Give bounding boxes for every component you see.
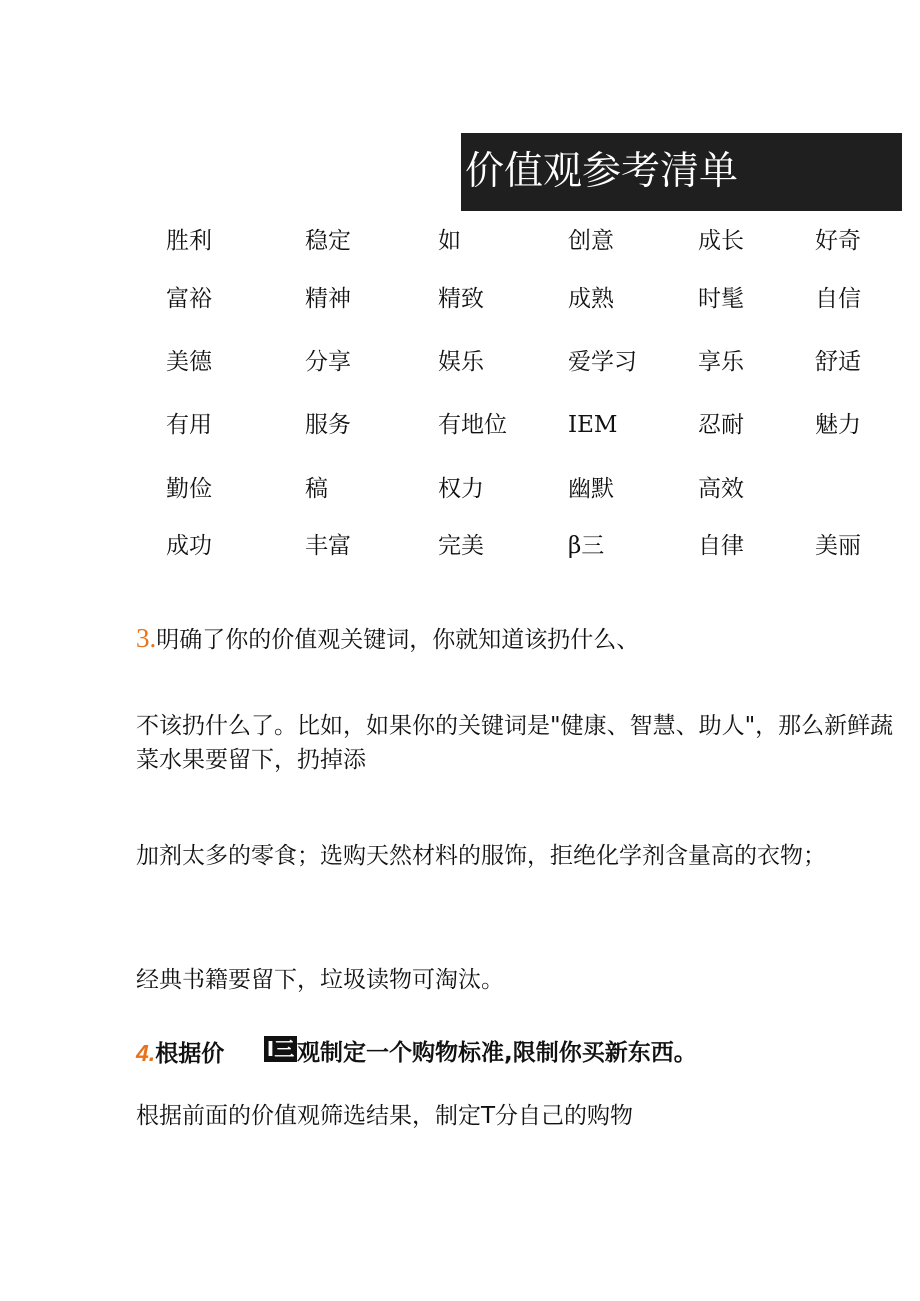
keyword-item: 自信 bbox=[815, 286, 861, 312]
keyword-item: 有用 bbox=[166, 412, 212, 438]
keyword-item: 自律 bbox=[698, 533, 744, 559]
keyword-item: 精神 bbox=[305, 286, 351, 312]
keyword-item: 稿 bbox=[305, 476, 328, 502]
section3-para3: 加剂太多的零食；选购天然材料的服饰，拒绝化学剂含量高的衣物； bbox=[136, 843, 826, 869]
keyword-item: 服务 bbox=[305, 412, 351, 438]
section4-glyph: I三 bbox=[264, 1036, 297, 1062]
keyword-item: 娱乐 bbox=[438, 349, 484, 375]
keyword-item: 稳定 bbox=[305, 228, 351, 254]
keyword-item: 时髦 bbox=[698, 286, 744, 312]
section3-line1 bbox=[136, 621, 906, 657]
keyword-item: 胜利 bbox=[166, 228, 212, 254]
keyword-item: 好奇 bbox=[815, 228, 861, 254]
keyword-item: 魅力 bbox=[815, 412, 861, 438]
keyword-item: IEM bbox=[568, 412, 618, 438]
keyword-item: 成长 bbox=[698, 228, 744, 254]
keyword-item: 完美 bbox=[438, 533, 484, 559]
keyword-item: 权力 bbox=[438, 476, 484, 502]
section4-heading-start bbox=[136, 1036, 224, 1071]
keyword-item: 有地位 bbox=[438, 412, 507, 438]
page-title: 价值观参考清单 bbox=[461, 133, 902, 211]
section3-number: 3. bbox=[136, 623, 157, 653]
section3-para4: 经典书籍要留下，垃圾读物可淘汰。 bbox=[136, 967, 504, 993]
keyword-item: 丰富 bbox=[305, 533, 351, 559]
keyword-item: 分享 bbox=[305, 349, 351, 375]
keyword-item: 幽默 bbox=[568, 476, 614, 502]
keyword-item: 爱学习 bbox=[568, 349, 637, 375]
keyword-item: 成熟 bbox=[568, 286, 614, 312]
keyword-item: 忍耐 bbox=[698, 412, 744, 438]
keyword-item: 成功 bbox=[166, 533, 212, 559]
keyword-item: 创意 bbox=[568, 228, 614, 254]
keyword-item: 美德 bbox=[166, 349, 212, 375]
section3-para2: 不该扔什么了。比如，如果你的关键词是"健康、智慧、助人"，那么新鲜蔬菜水果要留下，扔掉添 bbox=[136, 713, 894, 773]
section4-number: 4. bbox=[136, 1040, 156, 1066]
section4-heading-part2: 观制定一个购物标准,限制你买新东西。 bbox=[297, 1040, 697, 1066]
section4-heading-part1: 根据价 bbox=[155, 1041, 225, 1067]
keyword-item: 美丽 bbox=[815, 533, 861, 559]
keyword-item: 舒适 bbox=[815, 349, 861, 375]
keyword-item: 富裕 bbox=[166, 286, 212, 312]
keyword-item: 享乐 bbox=[698, 349, 744, 375]
keyword-item: β三 bbox=[568, 533, 605, 559]
keyword-item: 如 bbox=[438, 228, 461, 254]
keyword-item: 精致 bbox=[438, 286, 484, 312]
section4-body: 根据前面的价值观筛选结果，制定T分自己的购物 bbox=[136, 1103, 634, 1129]
keyword-item: 勤俭 bbox=[166, 476, 212, 502]
keyword-item: 高效 bbox=[698, 476, 744, 502]
section3-line1-text: 明确了你的价值观关键词，你就知道该扔什么、 bbox=[156, 627, 640, 653]
